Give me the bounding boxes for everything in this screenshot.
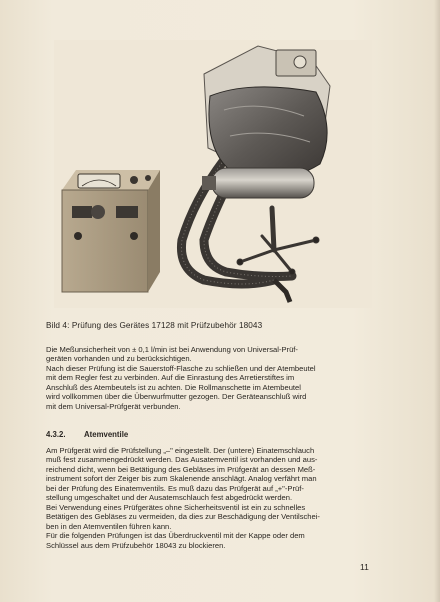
text-line: stellung umgeschaltet und der Ausatemschlauch fest abgedrückt werden. <box>46 493 293 503</box>
text-line: bei der Prüfung des Einatemventils. Es muß dazu das Prüfgerät auf „+"-Prüf- <box>46 483 304 493</box>
text-line: wird vollkommen über die Überwurfmutter gezogen. Der Geräteanschluß wird <box>46 392 307 402</box>
section-title: Atemventile <box>84 430 129 439</box>
text-line: Bei Verwendung eines Prüfgerätes ohne Sicherheitsventil ist ein zu schnelles <box>46 502 306 512</box>
text-line: Die Meßunsicherheit von ± 0,1 l/min ist bei Anwendung von Universal-Prüf- <box>46 345 298 354</box>
text-line: geräten vorhanden und zu berücksichtigen. <box>46 354 192 364</box>
test-device-box <box>62 170 160 292</box>
text-line: Für die folgenden Prüfungen ist das Überdruckventil mit der Kappe oder dem <box>46 531 305 541</box>
text-line: Betätigen des Gebläses zu vermeiden, da dies zur Beschädigung der Ventilschei- <box>46 512 320 522</box>
paragraph-valves <box>46 446 398 550</box>
figure-caption: Bild 4: Prüfung des Gerätes 17128 mit Prüfzubehör 18043 <box>46 321 263 330</box>
text-line: instrument sofort der Zeiger bis zum Skalenende anschlägt. Analog verfährt man <box>46 474 317 484</box>
photo-breathing-apparatus-test <box>54 40 372 308</box>
page-number: 11 <box>360 562 369 572</box>
text-line: ben in den Atemventilen führen kann. <box>46 521 172 531</box>
oxygen-cylinder <box>202 168 314 198</box>
text-line: Am Prüfgerät wird die Prüfstellung „–" eingestellt. Der (untere) Einatemschlauch <box>46 446 315 455</box>
text-line: Nach dieser Prüfung ist die Sauerstoff-Flasche zu schließen und der Atembeutel <box>46 363 316 373</box>
text-line: reichend dicht, wenn bei Betätigung des Gebläses im Prüfgerät an dessen Meß- <box>46 464 316 474</box>
text-line: mit dem Universal-Prüfgerät verbunden. <box>46 401 181 411</box>
text-line: mit dem Regler fest zu verbinden. Auf die Einrastung des Arretierstiftes im <box>46 373 295 383</box>
text-line: muß fest zusammengedrückt werden. Das Ausatemventil ist vorhanden und aus- <box>46 455 318 465</box>
section-heading <box>46 430 128 439</box>
section-number: 4.3.2. <box>46 430 66 439</box>
text-line: Schlüssel aus dem Prüfzubehör 18043 zu blockieren. <box>46 540 226 550</box>
paragraph-measurement <box>46 345 398 411</box>
text-line: Anschluß des Atembeutels ist zu achten. Die Rollmanschette im Atembeutel <box>46 382 301 392</box>
page-edge <box>434 0 440 602</box>
